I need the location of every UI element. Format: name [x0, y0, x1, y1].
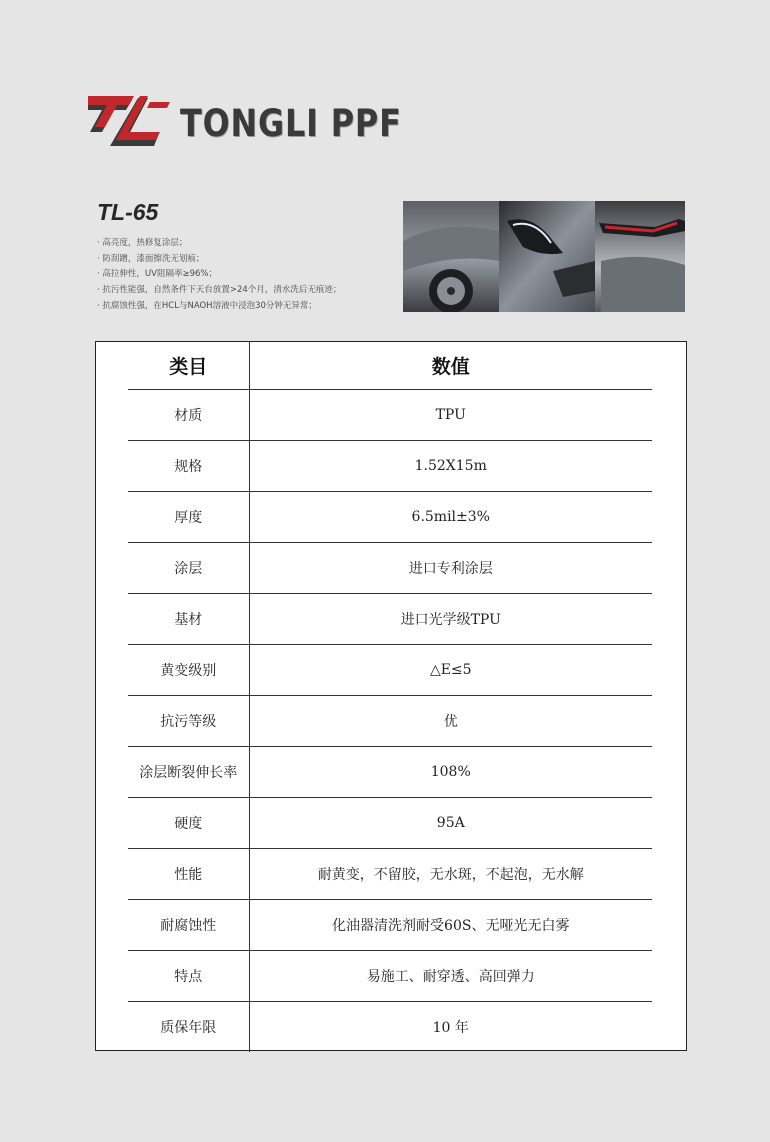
row-value: 易施工、耐穿透、高回弹力 [249, 951, 652, 1002]
product-car-photo [403, 201, 685, 312]
row-value: 95A [249, 798, 652, 849]
row-category: 基材 [128, 594, 249, 645]
car-illustration [403, 201, 685, 312]
table-row [128, 747, 652, 798]
row-category: 厚度 [128, 492, 249, 543]
row-value: 进口光学级TPU [249, 594, 652, 645]
feature-list [97, 236, 341, 315]
row-value: 108% [249, 747, 652, 798]
tongli-logo-icon [88, 96, 170, 152]
table-row [128, 390, 652, 441]
row-value: 1.52X15m [249, 441, 652, 492]
spec-table-frame [95, 341, 687, 1051]
row-category: 耐腐蚀性 [128, 900, 249, 951]
feature-item: · 抗腐蚀性强，在HCL与NAOH溶液中浸泡30分钟无异常； [97, 300, 317, 311]
row-category: 质保年限 [128, 1002, 249, 1053]
row-category: 黄变级别 [128, 645, 249, 696]
table-row [128, 441, 652, 492]
row-value: 6.5mil±3% [249, 492, 652, 543]
table-row [128, 951, 652, 1002]
row-value: △E≤5 [249, 645, 652, 696]
row-value: 10 年 [432, 1020, 469, 1036]
row-value: 进口专利涂层 [249, 543, 652, 594]
column-header-category: 类目 [128, 342, 249, 390]
row-category: 硬度 [128, 798, 249, 849]
row-category: 性能 [128, 849, 249, 900]
row-category: 涂层断裂伸长率 [128, 747, 249, 798]
table-row [128, 900, 652, 951]
column-header-value: 数值 [249, 342, 652, 390]
feature-item: · 防刮蹭，漆面擦洗无划痕； [97, 253, 205, 264]
row-category: 涂层 [128, 543, 249, 594]
table-row [128, 1002, 652, 1053]
table-row [128, 798, 652, 849]
brand-name: TONGLI PPF [180, 102, 402, 145]
table-row [128, 543, 652, 594]
row-value: 耐黄变，不留胶，无水斑，不起泡，无水解 [249, 849, 652, 900]
table-row [128, 594, 652, 645]
table-header-row [128, 342, 652, 390]
feature-item: · 高拉伸性，UV阻隔率≥96%； [97, 269, 217, 280]
row-value: 化油器清洗剂耐受60S、无哑光无白雾 [249, 900, 652, 951]
row-category: 抗污等级 [128, 696, 249, 747]
row-category: 规格 [128, 441, 249, 492]
table-row [128, 492, 652, 543]
table-row [128, 849, 652, 900]
row-value: TPU [249, 390, 652, 441]
table-row [128, 645, 652, 696]
product-model: TL-65 [97, 199, 159, 225]
brand-header [88, 96, 402, 156]
feature-item: · 抗污性能强，自然条件下天台放置>24个月，清水洗后无痕迹； [97, 285, 342, 296]
row-category: 材质 [128, 390, 249, 441]
spec-table [128, 342, 652, 1052]
table-row [128, 696, 652, 747]
feature-item: · 高亮度，热修复涂层； [97, 238, 188, 248]
row-value: 优 [249, 696, 652, 747]
row-category: 特点 [128, 951, 249, 1002]
